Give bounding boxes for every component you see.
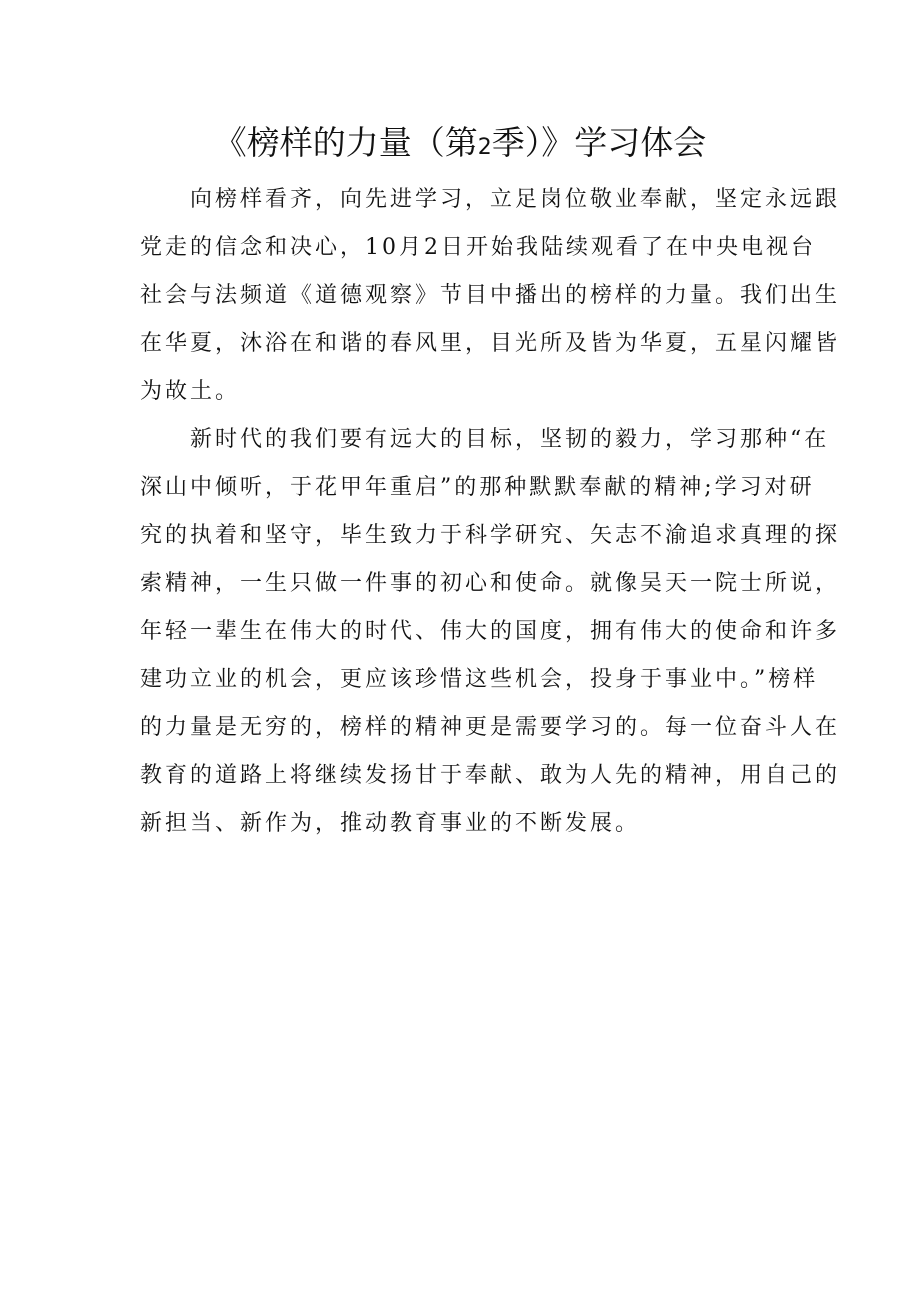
paragraph-line: 的力量是无穷的，榜样的精神更是需要学习的。每一位奋斗人在 — [140, 715, 841, 740]
paragraph-line: 深山中倾听，于花甲年重启”的那种默默奉献的精神;学习对研 — [140, 475, 815, 500]
paragraph-line: 向榜样看齐，向先进学习，立足岗位敬业奉献，坚定永远跟 — [140, 187, 841, 212]
document-body — [140, 176, 841, 848]
title-part-1: 《榜样的力量（第 — [213, 123, 478, 162]
paragraph-line: 在华夏，沐浴在和谐的春风里，目光所及皆为华夏，五星闪耀皆 — [140, 331, 841, 356]
paragraph-1 — [140, 176, 841, 416]
title-season-number: 2 — [477, 135, 492, 160]
paragraph-line: 为故土。 — [140, 379, 241, 404]
paragraph-line: 建功立业的机会，更应该珍惜这些机会，投身于事业中。”榜样 — [140, 667, 819, 692]
paragraph-line: 党走的信念和决心，10月2日开始我陆续观看了在中央电视台 — [140, 235, 816, 260]
paragraph-line: 新担当、新作为，推动教育事业的不断发展。 — [140, 811, 641, 836]
paragraph-line: 年轻一辈生在伟大的时代、伟大的国度，拥有伟大的使命和许多 — [140, 619, 841, 644]
paragraph-line: 索精神，一生只做一件事的初心和使命。就像吴天一院士所说， — [140, 571, 841, 596]
paragraph-line: 社会与法频道《道德观察》节目中播出的榜样的力量。我们出生 — [140, 283, 841, 308]
document-title — [0, 118, 920, 173]
paragraph-2 — [140, 416, 841, 848]
paragraph-line: 教育的道路上将继续发扬甘于奉献、敢为人先的精神，用自己的 — [140, 763, 841, 788]
paragraph-line: 新时代的我们要有远大的目标，坚韧的毅力，学习那种“在 — [140, 427, 830, 452]
title-part-2: 季）》学习体会 — [491, 123, 707, 162]
paragraph-line: 究的执着和坚守，毕生致力于科学研究、矢志不渝追求真理的探 — [140, 523, 841, 548]
